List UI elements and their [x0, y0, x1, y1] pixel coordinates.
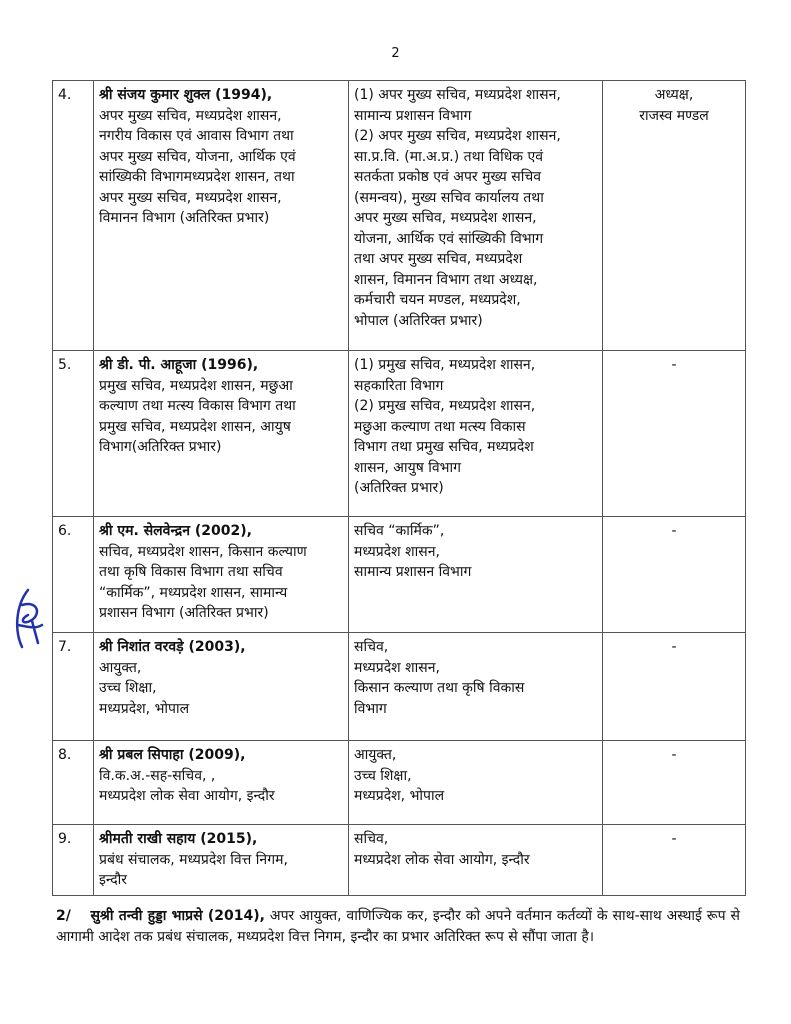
- paragraph-text: अपर आयुक्त, वाणिज्यिक कर, इन्दौर को अपने वर्तमान कर्तव्यों के साथ-साथ अस्थाई रूप से आगामी आदेश तक प्रबंध संचालक, मध्यप्रदेश वित्त निगम, इन्दौर का प्रभार अतिरिक्त रूप से सौंपा जाता है।: [56, 908, 740, 945]
- new-post-line: सचिव,: [354, 639, 389, 655]
- paragraph-officer-name: सुश्री तन्वी हुड्डा भाप्रसे (2014),: [90, 908, 265, 924]
- table-row: [53, 517, 746, 633]
- new-post-line: मछुआ कल्याण तथा मत्स्य विकास: [354, 418, 526, 435]
- current-post-line: आयुक्त,: [99, 659, 142, 676]
- new-post-line: मध्यप्रदेश शासन,: [354, 543, 440, 560]
- new-post-line: मध्यप्रदेश लोक सेवा आयोग, इन्दौर: [354, 851, 530, 868]
- new-post-cell: [349, 81, 603, 351]
- transfer-table: [52, 80, 746, 896]
- new-post-cell: [349, 517, 603, 633]
- page-number: 2: [391, 46, 400, 61]
- serial-number: 8.: [58, 747, 72, 763]
- new-post-line: भोपाल (अतिरिक्त प्रभार): [354, 312, 483, 329]
- current-post-line: सांख्यिकी विभागमध्यप्रदेश शासन, तथा: [99, 169, 295, 185]
- new-post-line: सामान्य प्रशासन विभाग: [354, 564, 472, 580]
- new-post-line: (समन्वय), मुख्य सचिव कार्यालय तथा: [354, 189, 544, 206]
- paragraph-number: 2/: [56, 908, 71, 924]
- serial-number-cell: [53, 81, 94, 351]
- new-post-cell: [349, 825, 603, 896]
- new-post-line: (1) अपर मुख्य सचिव, मध्यप्रदेश शासन,: [354, 87, 561, 103]
- new-post-cell: [349, 741, 603, 825]
- new-post-line: शासन, आयुष विभाग: [354, 459, 462, 476]
- new-post-line: विभाग तथा प्रमुख सचिव, मध्यप्रदेश: [354, 439, 534, 455]
- new-post-line: अपर मुख्य सचिव, मध्यप्रदेश शासन,: [354, 210, 537, 226]
- current-post-line: “कार्मिक”, मध्यप्रदेश शासन, सामान्य: [99, 584, 288, 601]
- serial-number-cell: [53, 351, 94, 517]
- additional-charge-line: -: [671, 357, 677, 373]
- current-post-cell: [94, 351, 349, 517]
- current-post-line: अपर मुख्य सचिव, योजना, आर्थिक एवं: [99, 148, 296, 165]
- additional-charge-cell: [603, 633, 746, 741]
- current-post-line: प्रशासन विभाग (अतिरिक्त प्रभार): [99, 605, 269, 621]
- additional-charge-line: -: [671, 747, 677, 763]
- serial-number: 7.: [58, 639, 72, 655]
- new-post-line: सामान्य प्रशासन विभाग: [354, 107, 472, 124]
- table-row: [53, 633, 746, 741]
- new-post-line: सा.प्र.वि. (मा.अ.प्र.) तथा विधिक एवं: [354, 148, 544, 165]
- new-post-cell: [349, 351, 603, 517]
- additional-charge-line: -: [671, 639, 677, 655]
- new-post-line: शासन, विमानन विभाग तथा अध्यक्ष,: [354, 271, 538, 288]
- serial-number-cell: [53, 633, 94, 741]
- new-post-line: सचिव,: [354, 831, 389, 847]
- serial-number: 6.: [58, 523, 72, 539]
- new-post-line: मध्यप्रदेश, भोपाल: [354, 788, 445, 804]
- officer-name: श्री डी. पी. आहूजा (1996),: [99, 357, 259, 373]
- new-post-line: योजना, आर्थिक एवं सांख्यिकी विभाग: [354, 230, 544, 247]
- new-post-line: किसान कल्याण तथा कृषि विकास: [354, 680, 525, 696]
- current-post-line: प्रबंध संचालक, मध्यप्रदेश वित्त निगम,: [99, 851, 288, 868]
- new-post-line: सचिव “कार्मिक”,: [354, 523, 445, 539]
- current-post-line: वि.क.अ.-सह-सचिव, ,: [99, 767, 216, 784]
- current-post-cell: [94, 633, 349, 741]
- serial-number-cell: [53, 517, 94, 633]
- serial-number-cell: [53, 825, 94, 896]
- additional-charge-line: अध्यक्ष,: [654, 87, 694, 103]
- additional-charge-line: राजस्व मण्डल: [639, 107, 709, 124]
- current-post-line: नगरीय विकास एवं आवास विभाग तथा: [99, 128, 294, 144]
- new-post-line: आयुक्त,: [354, 747, 397, 763]
- current-post-cell: [94, 81, 349, 351]
- new-post-line: (1) प्रमुख सचिव, मध्यप्रदेश शासन,: [354, 357, 536, 373]
- new-post-line: मध्यप्रदेश शासन,: [354, 659, 440, 676]
- table-row: [53, 825, 746, 896]
- additional-charge-cell: [603, 741, 746, 825]
- additional-charge-cell: [603, 351, 746, 517]
- new-post-line: (2) प्रमुख सचिव, मध्यप्रदेश शासन,: [354, 398, 536, 414]
- signature-mark: [8, 585, 48, 659]
- additional-charge-cell: [603, 517, 746, 633]
- current-post-cell: [94, 517, 349, 633]
- current-post-line: तथा कृषि विकास विभाग तथा सचिव: [99, 564, 283, 580]
- current-post-line: विभाग(अतिरिक्त प्रभार): [99, 439, 222, 455]
- current-post-line: प्रमुख सचिव, मध्यप्रदेश शासन, आयुष: [99, 418, 291, 435]
- serial-number-cell: [53, 741, 94, 825]
- officer-name: श्रीमती राखी सहाय (2015),: [99, 831, 258, 847]
- officer-name: श्री प्रबल सिपाहा (2009),: [99, 747, 246, 763]
- current-post-line: इन्दौर: [99, 872, 127, 888]
- current-post-line: मध्यप्रदेश, भोपाल: [99, 700, 190, 717]
- additional-charge-line: -: [671, 831, 677, 847]
- current-post-line: उच्च शिक्षा,: [99, 680, 157, 696]
- current-post-cell: [94, 741, 349, 825]
- officer-name: श्री एम. सेलवेन्द्रन (2002),: [99, 523, 252, 539]
- current-post-line: प्रमुख सचिव, मध्यप्रदेश शासन, मछुआ: [99, 377, 293, 394]
- new-post-cell: [349, 633, 603, 741]
- serial-number: 9.: [58, 831, 72, 847]
- paragraph-2: [56, 906, 740, 948]
- new-post-line: (2) अपर मुख्य सचिव, मध्यप्रदेश शासन,: [354, 128, 561, 144]
- additional-charge-cell: [603, 81, 746, 351]
- new-post-line: (अतिरिक्त प्रभार): [354, 480, 444, 496]
- officer-name: श्री संजय कुमार शुक्ल (1994),: [99, 87, 273, 103]
- current-post-line: विमानन विभाग (अतिरिक्त प्रभार): [99, 210, 270, 226]
- table-row: [53, 741, 746, 825]
- current-post-line: अपर मुख्य सचिव, मध्यप्रदेश शासन,: [99, 189, 282, 206]
- new-post-line: सहकारिता विभाग: [354, 377, 444, 394]
- current-post-cell: [94, 825, 349, 896]
- current-post-line: कल्याण तथा मत्स्य विकास विभाग तथा: [99, 398, 296, 414]
- additional-charge-line: -: [671, 523, 677, 539]
- officer-name: श्री निशांत वरवड़े (2003),: [99, 639, 246, 655]
- new-post-line: विभाग: [354, 700, 387, 717]
- serial-number: 4.: [58, 87, 72, 103]
- current-post-line: मध्यप्रदेश लोक सेवा आयोग, इन्दौर: [99, 788, 275, 804]
- additional-charge-cell: [603, 825, 746, 896]
- table-row: [53, 81, 746, 351]
- table-row: [53, 351, 746, 517]
- serial-number: 5.: [58, 357, 72, 373]
- current-post-line: सचिव, मध्यप्रदेश शासन, किसान कल्याण: [99, 543, 307, 560]
- new-post-line: कर्मचारी चयन मण्डल, मध्यप्रदेश,: [354, 292, 521, 308]
- current-post-line: अपर मुख्य सचिव, मध्यप्रदेश शासन,: [99, 107, 282, 124]
- new-post-line: सतर्कता प्रकोष्ठ एवं अपर मुख्य सचिव: [354, 169, 541, 185]
- new-post-line: तथा अपर मुख्य सचिव, मध्यप्रदेश: [354, 251, 523, 267]
- new-post-line: उच्च शिक्षा,: [354, 767, 412, 784]
